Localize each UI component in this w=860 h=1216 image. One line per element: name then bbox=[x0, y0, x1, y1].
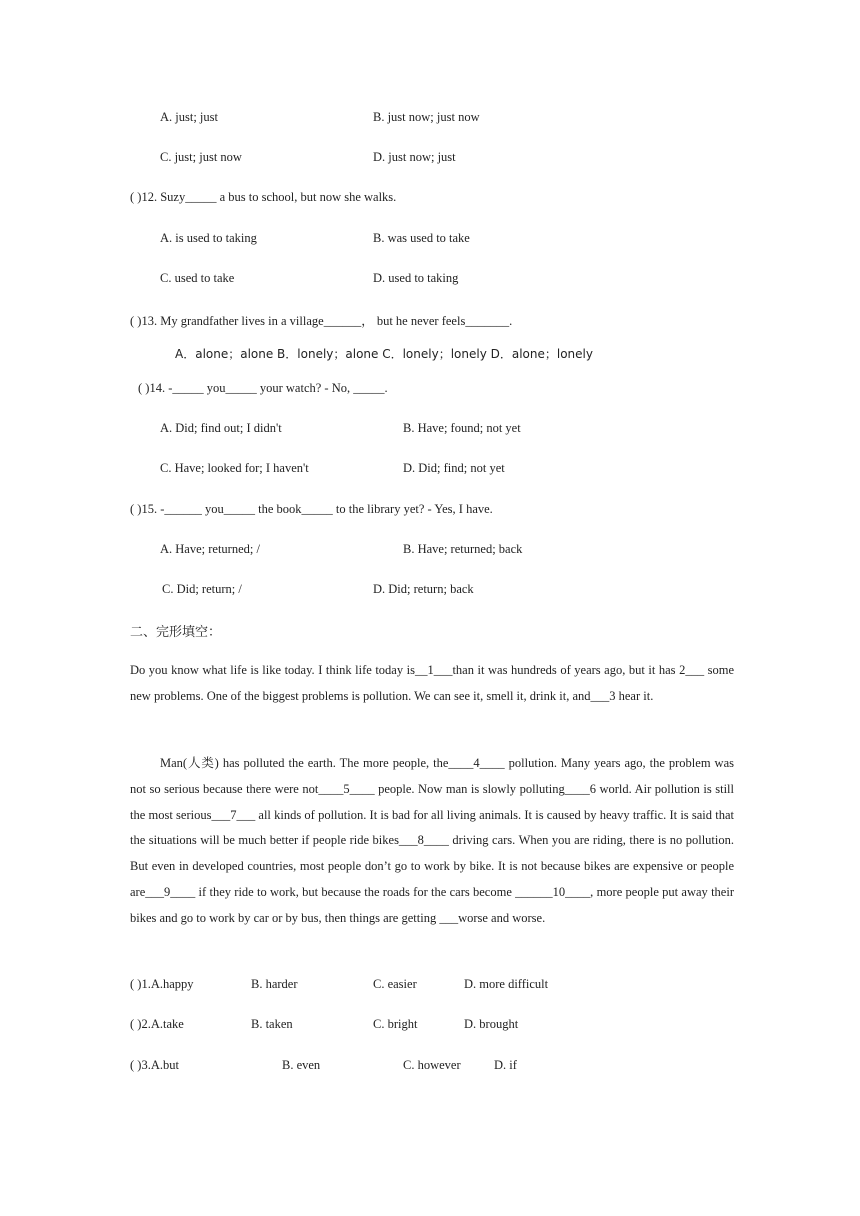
cloze-3-option-d: D. if bbox=[494, 1058, 517, 1072]
cloze-3-option-b: B. even bbox=[282, 1058, 321, 1072]
q11-option-a: A. just; just bbox=[160, 110, 218, 124]
q11-option-d: D. just now; just bbox=[373, 150, 456, 164]
q13-stem: ( )13. My grandfather lives in a village______， but he never feels_______. bbox=[130, 314, 513, 328]
q15-option-a: A. Have; returned; / bbox=[160, 542, 260, 556]
cloze-3-option-a: ( )3.A.but bbox=[130, 1058, 179, 1072]
passage-paragraph-2 bbox=[130, 751, 734, 932]
q14-option-b: B. Have; found; not yet bbox=[403, 421, 521, 435]
q15-option-b: B. Have; returned; back bbox=[403, 542, 523, 556]
q12-option-c: C. used to take bbox=[160, 271, 235, 285]
q12-option-b: B. was used to take bbox=[373, 231, 470, 245]
q15-option-c: C. Did; return; / bbox=[162, 582, 242, 596]
passage-p2-text: Man(人类) has polluted the earth. The more people, the____4____ pollution. Many years ago, the problem was not so serious because there were not____5____ people. Now man is slowly polluting____6 world. Air pollution is still the most serious___7___ all kinds of pollution. It is bad for all living animals. It is caused by heavy traffic. It is said that the situations will be much better if people ride bikes___8____ driving cars. When you are riding, there is no pollution. But even in developed countries, most people don’t go to work by bike. It is not because bikes are expensive or people are___9____ if they ride to work, but because the roads for the cars become ______10____, more people put away their bikes and go to work by car or by bus, then things are getting ___worse and worse. bbox=[130, 756, 734, 925]
cloze-3-option-c: C. however bbox=[403, 1058, 461, 1072]
q12-option-d: D. used to taking bbox=[373, 271, 459, 285]
q11-option-c: C. just; just now bbox=[160, 150, 242, 164]
cloze-2-option-c: C. bright bbox=[373, 1017, 418, 1031]
passage-paragraph-1 bbox=[130, 658, 734, 710]
q12-stem: ( )12. Suzy_____ a bus to school, but now she walks. bbox=[130, 190, 397, 204]
q14-option-c: C. Have; looked for; I haven't bbox=[160, 461, 309, 475]
cloze-2-option-a: ( )2.A.take bbox=[130, 1017, 184, 1031]
q12-option-a: A. is used to taking bbox=[160, 231, 257, 245]
q14-option-d: D. Did; find; not yet bbox=[403, 461, 505, 475]
cloze-1-option-d: D. more difficult bbox=[464, 977, 549, 991]
cloze-1-option-c: C. easier bbox=[373, 977, 417, 991]
q14-stem: ( )14. -_____ you_____ your watch? - No, _____. bbox=[138, 381, 388, 395]
q11-option-b: B. just now; just now bbox=[373, 110, 480, 124]
q13-options: A．alone；alone B．lonely；alone C．lonely；lonely D．alone；lonely bbox=[175, 347, 593, 361]
cloze-1-option-b: B. harder bbox=[251, 977, 298, 991]
q14-option-a: A. Did; find out; I didn't bbox=[160, 421, 282, 435]
cloze-1-option-a: ( )1.A.happy bbox=[130, 977, 194, 991]
q15-stem: ( )15. -______ you_____ the book_____ to the library yet? - Yes, I have. bbox=[130, 502, 493, 516]
section-heading: 二、完形填空： bbox=[130, 625, 222, 640]
cloze-2-option-b: B. taken bbox=[251, 1017, 293, 1031]
cloze-2-option-d: D. brought bbox=[464, 1017, 519, 1031]
passage-p1-text: Do you know what life is like today. I think life today is__1___than it was hundreds of years ago, but it has 2___ some new problems. One of the biggest problems is pollution. We can see it, smell it, drink it, and___3 hear it. bbox=[130, 663, 734, 703]
q15-option-d: D. Did; return; back bbox=[373, 582, 474, 596]
